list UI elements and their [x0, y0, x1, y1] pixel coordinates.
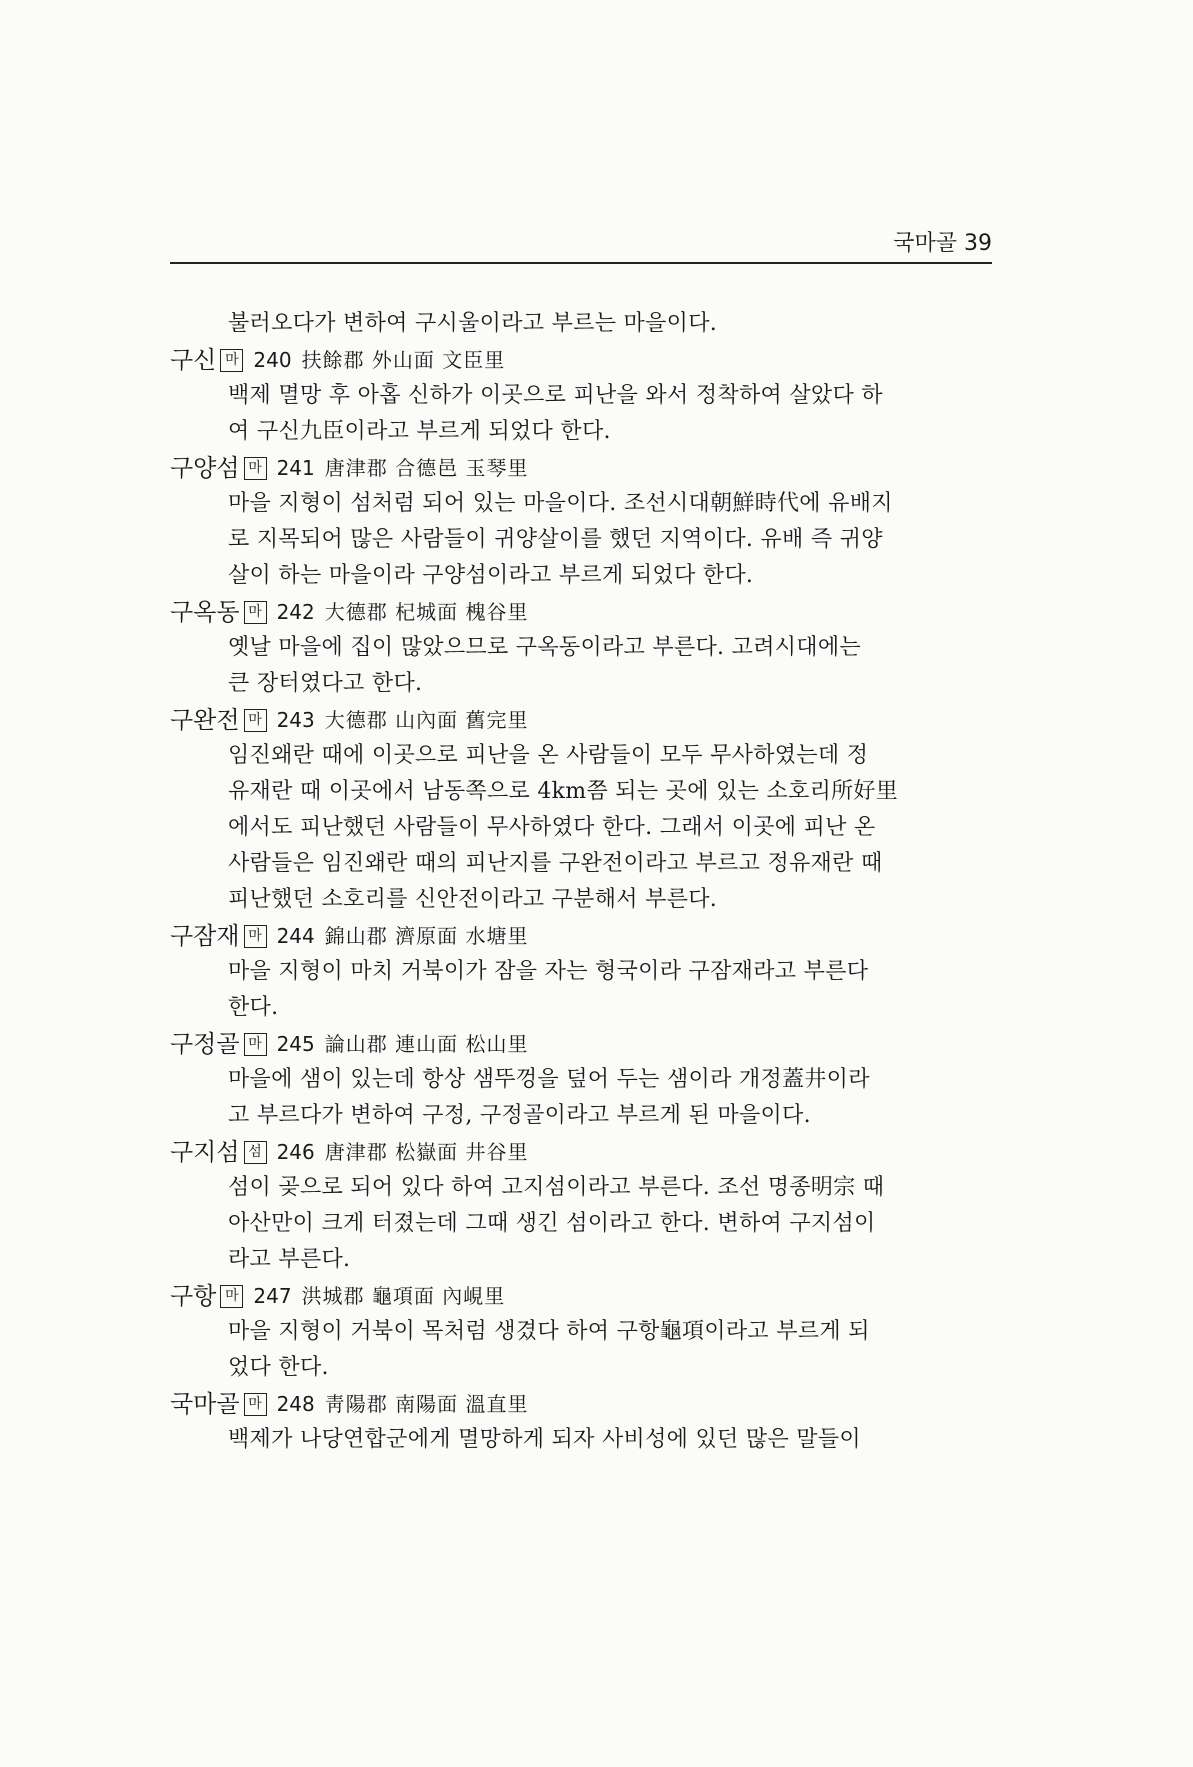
- entry-heading: [170, 1026, 992, 1062]
- entry-text-line: 백제 멸망 후 아홉 신하가 이곳으로 피난을 와서 정착하여 살았다 하: [228, 383, 883, 408]
- entry-location: 扶餘郡 外山面 文臣里: [301, 348, 506, 372]
- entry-number: 246: [276, 1140, 315, 1164]
- entry-text-line: 피난했던 소호리를 신안전이라고 구분해서 부른다.: [228, 887, 718, 912]
- category-badge: 마: [244, 1033, 267, 1056]
- entry-text-line: 살이 하는 마을이라 구양섬이라고 부르게 되었다 한다.: [228, 563, 754, 588]
- entry-text-line: 임진왜란 때에 이곳으로 피난을 온 사람들이 모두 무사하였는데 정: [228, 743, 869, 768]
- entry-heading: [170, 594, 992, 630]
- entry-number: 248: [276, 1392, 315, 1416]
- entry-heading: [170, 450, 992, 486]
- entry-text-line: 마을 지형이 섬처럼 되어 있는 마을이다. 조선시대朝鮮時代에 유배지: [228, 491, 893, 516]
- entry-heading: [170, 1386, 992, 1422]
- dictionary-content: [170, 306, 992, 1458]
- entry-number: 244: [276, 924, 315, 948]
- entry-text-line: 마을 지형이 거북이 목처럼 생겼다 하여 구항龜項이라고 부르게 되: [228, 1319, 870, 1344]
- entry-location: 唐津郡 松嶽面 井谷里: [324, 1140, 529, 1164]
- entry-term: 구항: [170, 1282, 217, 1310]
- entry-term: 구신: [170, 346, 217, 374]
- entry-location: 靑陽郡 南陽面 溫直里: [324, 1392, 529, 1416]
- entry-text-line: 아산만이 크게 터졌는데 그때 생긴 섬이라고 한다. 변하여 구지섬이: [228, 1211, 876, 1236]
- entry-term: 구정골: [170, 1030, 240, 1058]
- category-badge: 마: [220, 1285, 243, 1308]
- entry-text-line: 라고 부른다.: [228, 1247, 351, 1272]
- running-header: 국마골 39: [893, 231, 992, 256]
- category-badge: 마: [244, 1393, 267, 1416]
- entry-number: 241: [276, 456, 315, 480]
- category-badge: 마: [244, 457, 267, 480]
- entry-location: 論山郡 連山面 松山里: [324, 1032, 529, 1056]
- category-badge: 마: [244, 709, 267, 732]
- entry-heading: [170, 918, 992, 954]
- entry-text-line: 마을 지형이 마치 거북이가 잠을 자는 형국이라 구잠재라고 부른다: [228, 959, 869, 984]
- entry-location: 洪城郡 龜項面 內峴里: [301, 1284, 506, 1308]
- entry-text-line: 백제가 나당연합군에게 멸망하게 되자 사비성에 있던 많은 말들이: [228, 1427, 861, 1452]
- category-badge: 마: [220, 349, 243, 372]
- entry-location: 大德郡 杞城面 槐谷里: [324, 600, 529, 624]
- category-badge: 마: [244, 601, 267, 624]
- entry-text-line: 여 구신九臣이라고 부르게 되었다 한다.: [228, 419, 611, 444]
- entry-location: 唐津郡 合德邑 玉琴里: [324, 456, 529, 480]
- entry-term: 국마골: [170, 1390, 240, 1418]
- entry-text-line: 었다 한다.: [228, 1355, 329, 1380]
- entry-number: 247: [253, 1284, 292, 1308]
- continuation-line: 불러오다가 변하여 구시울이라고 부르는 마을이다.: [228, 311, 718, 336]
- entry-heading: [170, 342, 992, 378]
- entry-number: 243: [276, 708, 315, 732]
- entry-text-line: 한다.: [228, 995, 279, 1020]
- entry-number: 245: [276, 1032, 315, 1056]
- entry-heading: [170, 1134, 992, 1170]
- entry-text-line: 고 부르다가 변하여 구정, 구정골이라고 부르게 된 마을이다.: [228, 1103, 811, 1128]
- entry-location: 大德郡 山內面 舊完里: [324, 708, 529, 732]
- entry-heading: [170, 702, 992, 738]
- entry-text-line: 큰 장터였다고 한다.: [228, 671, 423, 696]
- entry-text-line: 마을에 샘이 있는데 항상 샘뚜껑을 덮어 두는 샘이라 개정蓋井이라: [228, 1067, 870, 1092]
- entry-term: 구잠재: [170, 922, 240, 950]
- entry-text-line: 옛날 마을에 집이 많았으므로 구옥동이라고 부른다. 고려시대에는: [228, 635, 861, 660]
- entry-heading: [170, 1278, 992, 1314]
- entry-number: 242: [276, 600, 315, 624]
- category-badge: 섬: [244, 1141, 267, 1164]
- entry-term: 구옥동: [170, 598, 240, 626]
- entry-text-line: 섬이 곶으로 되어 있다 하여 고지섬이라고 부른다. 조선 명종明宗 때: [228, 1175, 885, 1200]
- entry-term: 구양섬: [170, 454, 240, 482]
- entry-number: 240: [253, 348, 292, 372]
- header-rule: [170, 262, 992, 264]
- category-badge: 마: [244, 925, 267, 948]
- entry-location: 錦山郡 濟原面 水塘里: [324, 924, 529, 948]
- entry-text-line: 에서도 피난했던 사람들이 무사하였다 한다. 그래서 이곳에 피난 온: [228, 815, 876, 840]
- entry-text-line: 사람들은 임진왜란 때의 피난지를 구완전이라고 부르고 정유재란 때: [228, 851, 883, 876]
- entry-term: 구완전: [170, 706, 240, 734]
- entry-term: 구지섬: [170, 1138, 240, 1166]
- entry-text-line: 로 지목되어 많은 사람들이 귀양살이를 했던 지역이다. 유배 즉 귀양: [228, 527, 883, 552]
- entry-text-line: 유재란 때 이곳에서 남동쪽으로 4km쯤 되는 곳에 있는 소호리所好里: [228, 779, 899, 804]
